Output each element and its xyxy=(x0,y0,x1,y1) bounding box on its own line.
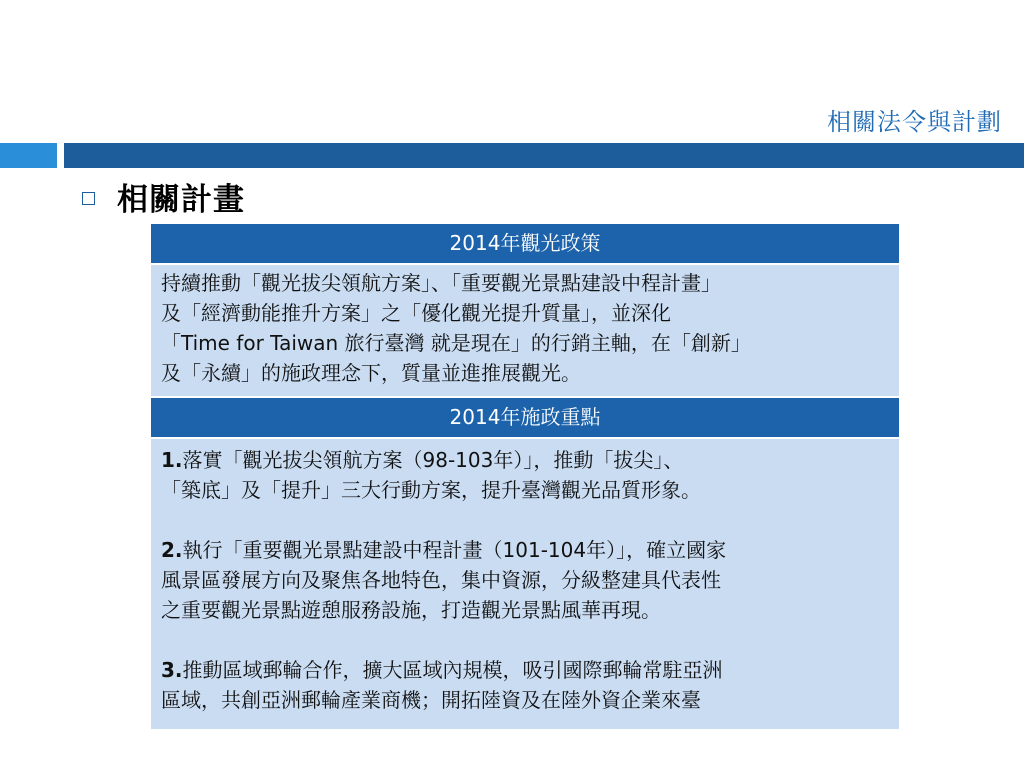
priority-line: 風景區發展方向及聚焦各地特色，集中資源，分級整建具代表性 xyxy=(161,568,721,592)
policy-table xyxy=(151,224,899,729)
section-title: 相關計畫 xyxy=(117,181,245,218)
item-text: 推動區域郵輪合作，擴大區域內規模，吸引國際郵輪常駐亞洲 xyxy=(182,658,723,682)
square-bullet-icon xyxy=(82,192,95,205)
section-heading xyxy=(82,172,245,220)
priority-line: 區域，共創亞洲郵輪產業商機；開拓陸資及在陸外資企業來臺 xyxy=(161,688,701,712)
paragraph-gap xyxy=(161,505,889,535)
policy-line: 「Time for Taiwan 旅行臺灣 就是現在」的行銷主軸，在「創新」 xyxy=(161,331,751,355)
priority-line: 「築底」及「提升」三大行動方案，提升臺灣觀光品質形象。 xyxy=(161,478,701,502)
item-number: 3. xyxy=(161,658,183,682)
accent-bar-left xyxy=(0,143,57,168)
table-cell-policy xyxy=(151,265,899,398)
priority-line xyxy=(161,445,889,475)
item-text: 落實「觀光拔尖領航方案（98-103年）」，推動「拔尖」、 xyxy=(182,448,684,472)
table-header-policy: 2014年觀光政策 xyxy=(151,224,899,265)
table-header-priorities: 2014年施政重點 xyxy=(151,398,899,439)
item-number: 2. xyxy=(161,538,183,562)
accent-bar-right xyxy=(64,143,1024,168)
priority-line xyxy=(161,655,889,685)
priority-line xyxy=(161,535,889,565)
paragraph-gap xyxy=(161,625,889,655)
priority-line: 之重要觀光景點遊憩服務設施，打造觀光景點風華再現。 xyxy=(161,598,661,622)
item-text: 執行「重要觀光景點建設中程計畫（101-104年）」，確立國家 xyxy=(182,538,727,562)
item-number: 1. xyxy=(161,448,183,472)
policy-line: 及「經濟動能推升方案」之「優化觀光提升質量」，並深化 xyxy=(161,301,671,325)
table-cell-priorities xyxy=(151,439,899,729)
policy-line: 及「永續」的施政理念下，質量並進推展觀光。 xyxy=(161,361,581,385)
slide-header-title: 相關法令與計劃 xyxy=(827,108,1002,136)
policy-line: 持續推動「觀光拔尖領航方案」、「重要觀光景點建設中程計畫」 xyxy=(161,271,721,295)
